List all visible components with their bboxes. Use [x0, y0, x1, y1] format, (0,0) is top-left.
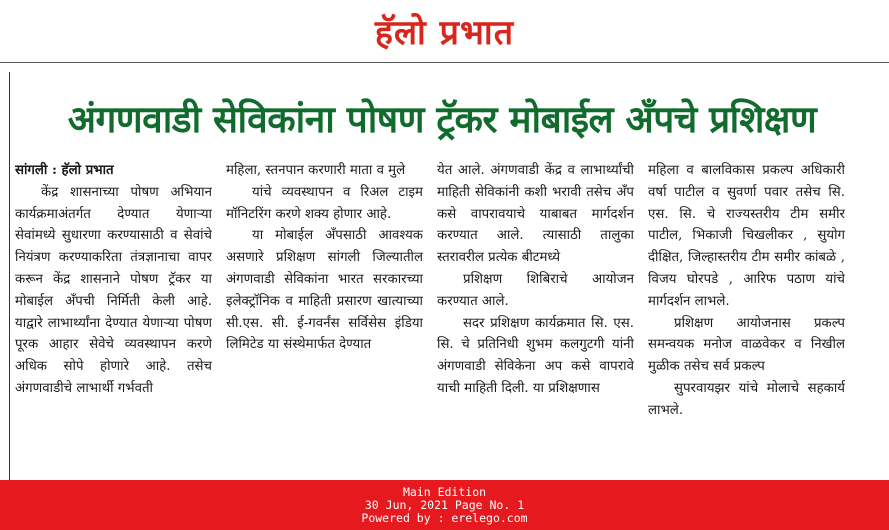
article-paragraph: प्रशिक्षण आयोजनास प्रकल्प समन्वयक मनोज वाळवेकर व निखील मुळीक तसेच सर्व प्रकल्प	[648, 315, 845, 375]
newspaper-logo: हॅलो प्रभात	[374, 13, 515, 53]
article-paragraph: प्रशिक्षण शिबिराचे आयोजन करण्यात आले.	[437, 271, 634, 309]
article-paragraph: या मोबाईल अँपसाठी आवश्यक असणारे प्रशिक्षण सांगली जिल्यातील अंगणवाडी सेविकांना भारत सरकारच्या इलेक्ट्रॉनिक व माहिती प्रसारण खात्याच्या सी.एस. सी. ई-गवर्नंस सर्विसेस इंडिया लिमिटेड या संस्थेमार्फत देण्यात	[226, 228, 423, 353]
article-paragraph: यांचे व्यवस्थापन व रिअल टाइम मॉनिटरिंग करणे शक्य होणार आहे.	[226, 184, 423, 222]
article-column-1	[15, 160, 212, 478]
article-paragraph: येत आले. अंगणवाडी केंद्र व लाभार्थ्यांची माहिती सेविकांनी कशी भरावी तसेच अँप कसे वापरावयाचे याबाबत मार्गदर्शन करण्यात आले. त्यासाठी तालुका स्तरावरील प्रत्येक बीटमध्ये	[437, 163, 634, 266]
article-dateline: सांगली : हॅलो प्रभात	[15, 163, 114, 178]
article-paragraph: सुपरवायझर यांचे मोलाचे सहकार्य लाभले.	[648, 380, 845, 418]
edition-name: Main Edition	[402, 484, 487, 499]
article-body	[15, 160, 845, 478]
article-paragraph: महिला, स्तनपान करणारी माता व मुले	[226, 163, 406, 178]
article-column-3	[437, 160, 634, 478]
article-column-2	[226, 160, 423, 478]
article-column-4	[648, 160, 845, 478]
edition-footer	[0, 480, 889, 530]
article-paragraph: सदर प्रशिक्षण कार्यक्रमात सि. एस. सि. चे प्रतिनिधी शुभम कलगुटगी यांनी अंगणवाडी सेविकेना अप कसे वापरावे याची माहिती दिली. या प्रशिक्षणास	[437, 315, 634, 396]
left-margin-rule	[9, 72, 10, 480]
article-paragraph: केंद्र शासनाच्या पोषण अभियान कार्यक्रमाअंतर्गत देण्यात येणाऱ्या सेवांमध्ये सुधारणा करण्यासाठी व सेवांचे नियंत्रण करण्याकरिता तंत्रज्ञानाचा वापर करून केंद्र शासनाने पोषण ट्रॅकर या मोबाईल अँपची निर्मिती केली आहे. याद्वारे लाभार्थ्यांना देण्यात येणाऱ्या पोषण पूरक आहार सेवेचे व्यवस्थापन करणे अधिक सोपे होणारे आहे. तसेच अंगणवाडीचे लाभार्थी गर्भवती	[15, 184, 212, 396]
article-paragraph: महिला व बालविकास प्रकल्प अधिकारी वर्षा पाटील व सुवर्णा पवार तसेच सि. एस. सि. चे राज्यस्तरीय टीम समीर पाटील, भिकाजी चिखलीकर , सुयोग दीक्षित, जिल्हास्तरीय टीम समीर कांबळे , विजय घोरपडे , आरिफ पठाण यांचे मार्गदर्शन लाभले.	[648, 163, 845, 309]
article-headline: अंगणवाडी सेविकांना पोषण ट्रॅकर मोबाईल अँपचे प्रशिक्षण	[67, 97, 817, 141]
powered-by-link[interactable]: Powered by : erelego.com	[361, 510, 528, 525]
masthead-divider	[0, 62, 889, 63]
edition-date-page: 30 Jun, 2021 Page No. 1	[364, 497, 525, 512]
masthead	[0, 0, 889, 62]
